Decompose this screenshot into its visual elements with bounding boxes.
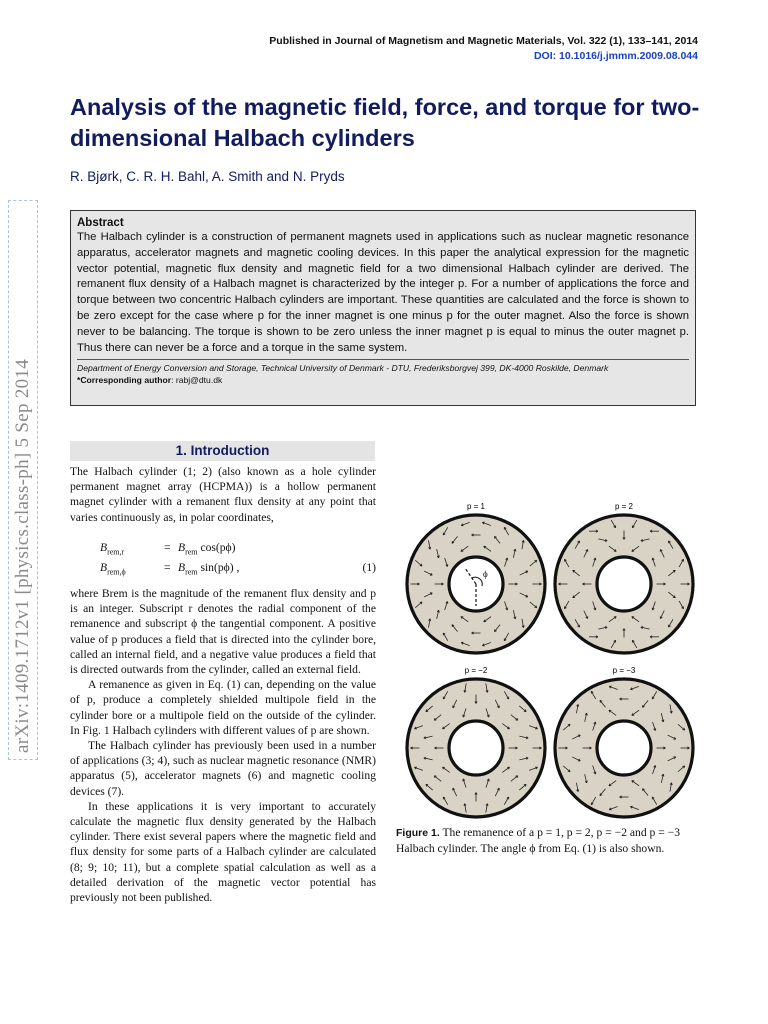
- panel-label: p = 1: [466, 502, 486, 511]
- panel-label: p = 2: [614, 502, 634, 511]
- caption-label: Figure 1.: [396, 827, 440, 839]
- intro-body: [70, 586, 376, 905]
- journal-line: Published in Journal of Magnetism and Magnetic Materials, Vol. 322 (1), 133–141, 2014: [269, 35, 698, 47]
- publication-info: [269, 34, 698, 64]
- panel-label: p = −3: [612, 666, 636, 675]
- abstract-box: [70, 210, 696, 406]
- equation-row-2: [100, 558, 376, 578]
- panel-label: p = −2: [464, 666, 488, 675]
- intro-paragraph-2: where Brem is the magnitude of the remanent flux density and p is an integer. Subscript r denotes the radial component of the remanence and subscript ϕ the tangential component. A positive value of p produces a field that is directed into the cylinder bore, called an internal field, and a negative value produces a field that is directed outwards from the cylinder, called an external field.: [70, 587, 376, 677]
- affiliation: Department of Energy Conversion and Storage, Technical University of Denmark - DTU, Frederiksborgvej 399, DK-4000 Roskilde, Denmark: [77, 363, 609, 374]
- figure-1-halbach-cylinders: [396, 502, 696, 822]
- doi-link[interactable]: DOI: 10.1016/j.jmmm.2009.08.044: [533, 50, 698, 62]
- corresponding-author: [77, 374, 689, 386]
- eq-lhs-symbol: B: [100, 541, 108, 554]
- corr-email[interactable]: : rabj@dtu.dk: [171, 375, 223, 386]
- angle-lines: [465, 568, 476, 606]
- intro-paragraph-1: [70, 464, 376, 525]
- halbach-panel: [407, 502, 545, 653]
- intro-paragraph-5: In these applications it is very important to accurately calculate the magnetic flux density generated by the Halbach cylinder. There exist several papers where the magnetic field and flux density for some parts of a Halbach cylinder are calculated (8; 9; 10; 11), but a complete spatial calculation as well as a detailed derivation of the magnetic vector potential has previously not been published.: [70, 799, 376, 905]
- halbach-panel: [407, 666, 545, 817]
- eq-lhs-subscript: rem,ϕ: [107, 567, 126, 577]
- paragraph-text: The Halbach cylinder (1; 2) (also known as a hole cylinder permanent magnet array (HCPMA)) is a hollow permanent magnet cylinder with a remanent flux density at any point that varies continuously as, in polar coordinates,: [70, 465, 376, 524]
- eq-sign: =: [164, 561, 171, 574]
- abstract-divider: [77, 359, 689, 360]
- eq-rhs-symbol: B: [178, 561, 186, 574]
- eq-lhs-subscript: rem,r: [107, 547, 125, 557]
- eq-lhs-symbol: B: [100, 561, 108, 574]
- caption-text: The remanence of a p = 1, p = 2, p = −2 and p = −3 Halbach cylinder. The angle ϕ from Eq. (1) is also shown.: [396, 826, 681, 856]
- angle-symbol: ϕ: [483, 569, 488, 579]
- eq-rhs-subscript: rem: [185, 547, 198, 557]
- eq-rhs-subscript: rem: [185, 567, 198, 577]
- equation-row-1: [100, 538, 376, 558]
- paper-title: Analysis of the magnetic field, force, and torque for two-dimensional Halbach cylinders: [70, 94, 700, 151]
- eq-sign: =: [164, 541, 171, 554]
- magnet-ring: [555, 679, 693, 817]
- eq-rhs-function: cos(pϕ): [200, 541, 236, 554]
- intro-paragraph-3: A remanence as given in Eq. (1) can, depending on the value of p, produce a completely shielded multipole field in the cylinder bore or a multipole field on the outside of the cylinder. In Fig. 1 Halbach cylinders with different values of p are shown.: [70, 678, 376, 737]
- author-list: R. Bjørk, C. R. H. Bahl, A. Smith and N. Pryds: [70, 169, 345, 184]
- arxiv-stamp[interactable]: arXiv:1409.1712v1 [physics.class-ph] 5 Sep 2014: [8, 200, 38, 760]
- abstract-heading: Abstract: [77, 217, 124, 229]
- halbach-panel: [555, 502, 693, 653]
- eq-rhs-symbol: B: [178, 541, 186, 554]
- corr-label: *Corresponding author: [77, 375, 172, 386]
- angle-arc: [472, 577, 482, 586]
- figure-caption: [396, 825, 696, 856]
- eq-rhs-function: sin(pϕ) ,: [200, 561, 240, 574]
- equation-number: (1): [362, 561, 376, 574]
- section-heading-introduction: 1. Introduction: [70, 441, 375, 461]
- halbach-panel: [555, 666, 693, 817]
- intro-paragraph-4: The Halbach cylinder has previously been used in a number of applications (3; 4), such as nuclear magnetic resonance (NMR) apparatus (5), accelerator magnets (6) and magnetic cooling devices (7).: [70, 739, 376, 798]
- abstract-text: The Halbach cylinder is a construction of permanent magnets used in applications such as nuclear magnetic resonance apparatus, accelerator magnets and magnetic cooling devices. In this paper the analytical expression for the magnetic vector potential, magnetic flux density and magnetic field for a two dimensional Halbach cylinder are derived. The remanent flux density of a Halbach magnet is characterized by the integer p. For a number of applications the force and torque between two concentric Halbach cylinders are important. These quantities are calculated and the force is shown to be zero except for the case where p for the inner magnet is one minus p for the outer magnet. Also the force is shown never to be balancing. The torque is shown to be zero unless the inner magnet p is equal to minus the outer magnet p. Thus there can never be a force and a torque in the same system.: [77, 231, 689, 354]
